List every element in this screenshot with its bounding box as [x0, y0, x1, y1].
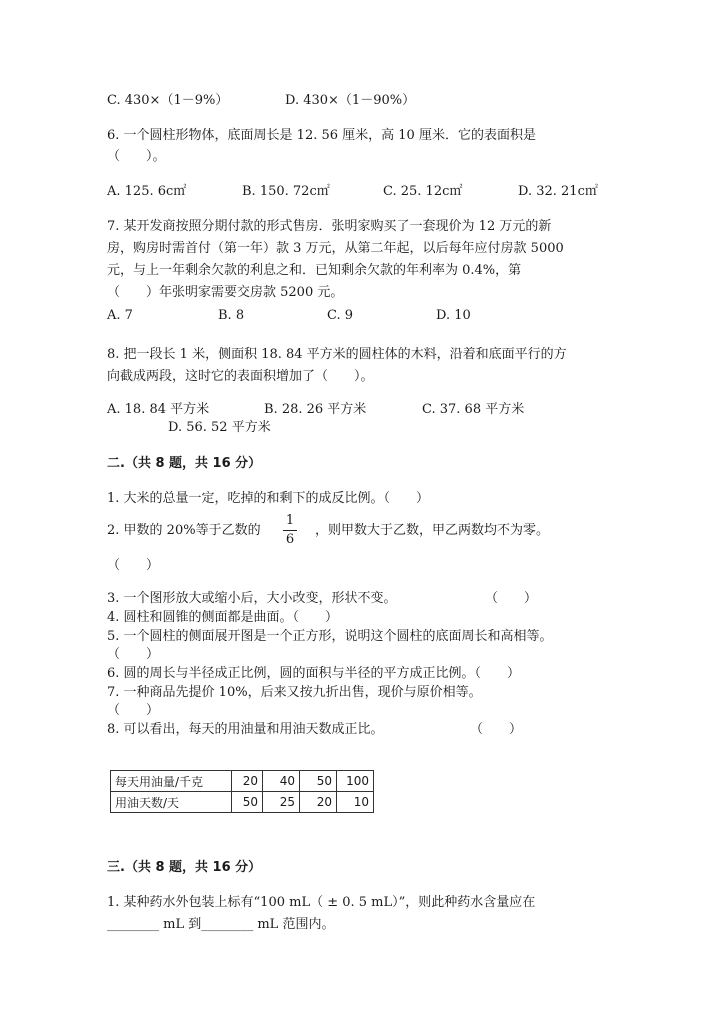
s2-item-5-paren: （ ）	[107, 647, 160, 662]
s2-item-2-pre: 2. 甲数的 20%等于乙数的	[107, 523, 261, 538]
q6-text: 6. 一个圆柱形物体，底面周长是 12. 56 厘米，高 10 厘米．它的表面积是	[107, 128, 536, 143]
s2-item-8-paren: （ ）	[470, 722, 523, 737]
q6-option-b: B. 150. 72c㎡	[242, 184, 330, 199]
q7-option-c: C. 9	[327, 308, 354, 323]
q7-option-b: B. 8	[218, 308, 245, 323]
q8-option-d: D. 56. 52 平方米	[168, 420, 271, 435]
q7-option-a: A. 7	[107, 308, 133, 323]
table-row	[111, 792, 374, 813]
s2-item-6: 6. 圆的周长与半径成正比例，圆的面积与半径的平方成正比例。（ ）	[107, 666, 521, 681]
table-cell: 20	[232, 771, 263, 792]
s2-item-3: 3. 一个图形放大或缩小后，大小改变，形状不变。	[107, 591, 397, 606]
q7-line-1: 7. 某开发商按照分期付款的形式售房．张明家购买了一套现价为 12 万元的新	[107, 219, 552, 234]
section-2-heading: 二.（共 8 题，共 16 分）	[107, 456, 262, 471]
s2-item-2-fraction	[282, 514, 298, 547]
q5-option-d: D. 430×（1－90%）	[285, 93, 416, 108]
s3-item-1-line-2: ________ mL 到________ mL 范围内。	[107, 917, 335, 932]
q6-option-d: D. 32. 21c㎡	[518, 184, 598, 199]
q8-option-a: A. 18. 84 平方米	[107, 402, 210, 417]
s2-item-7-paren: （ ）	[107, 703, 160, 718]
s3-item-1-line-1: 1. 某种药水外包装上标有“100 mL（ ± 0. 5 mL）”，则此种药水含量应在	[107, 895, 536, 910]
q6-option-a: A. 125. 6c㎡	[107, 184, 187, 199]
table-row	[111, 771, 374, 792]
table-cell: 50	[300, 771, 337, 792]
table-row-header: 每天用油量/千克	[111, 771, 232, 792]
q7-line-2: 房，购房时需首付（第一年）款 3 万元，从第二年起，以后每年应付房款 5000	[107, 241, 564, 256]
oil-usage-table	[110, 770, 374, 813]
table-cell: 20	[300, 792, 337, 813]
s2-item-7: 7. 一种商品先提价 10%，后来又按九折出售，现价与原价相等。	[107, 685, 482, 700]
s2-item-3-paren: （ ）	[485, 591, 538, 606]
q7-line-3: 元，与上一年剩余欠款的利息之和．已知剩余欠款的年利率为 0.4%，第	[107, 263, 522, 278]
q8-option-c: C. 37. 68 平方米	[422, 402, 525, 417]
table-cell: 50	[232, 792, 263, 813]
q7-option-d: D. 10	[436, 308, 471, 323]
fraction-numerator: 1	[285, 513, 295, 528]
s2-item-1: 1. 大米的总量一定，吃掉的和剩下的成反比例。（ ）	[107, 491, 430, 506]
section-3-heading: 三.（共 8 题，共 16 分）	[107, 860, 262, 875]
s2-item-5: 5. 一个圆柱的侧面展开图是一个正方形，说明这个圆柱的底面周长和高相等。	[107, 629, 553, 644]
table-row-header: 用油天数/天	[111, 792, 232, 813]
s2-item-4: 4. 圆柱和圆锥的侧面都是曲面。（ ）	[107, 610, 339, 625]
s2-item-2-post: ，则甲数大于乙数，甲乙两数均不为零。	[315, 523, 550, 538]
q7-line-4: （ ）年张明家需要交房款 5200 元。	[107, 285, 344, 300]
q6-answer-paren: （ ）。	[107, 149, 166, 164]
fraction-bar	[283, 530, 297, 531]
q6-option-c: C. 25. 12c㎡	[383, 184, 463, 199]
q5-option-c: C. 430×（1－9%）	[107, 93, 229, 108]
table-cell: 40	[263, 771, 300, 792]
fraction-denominator: 6	[285, 532, 295, 547]
table-cell: 10	[337, 792, 374, 813]
s2-item-2-paren: （ ）	[107, 558, 160, 573]
s2-item-8: 8. 可以看出，每天的用油量和用油天数成正比。	[107, 722, 384, 737]
q8-line-2: 向截成两段，这时它的表面积增加了（ ）。	[107, 369, 374, 384]
q8-line-1: 8. 把一段长 1 米，侧面积 18. 84 平方米的圆柱体的木料，沿着和底面平行的方	[107, 347, 567, 362]
table-cell: 25	[263, 792, 300, 813]
q8-option-b: B. 28. 26 平方米	[264, 402, 367, 417]
table-cell: 100	[337, 771, 374, 792]
